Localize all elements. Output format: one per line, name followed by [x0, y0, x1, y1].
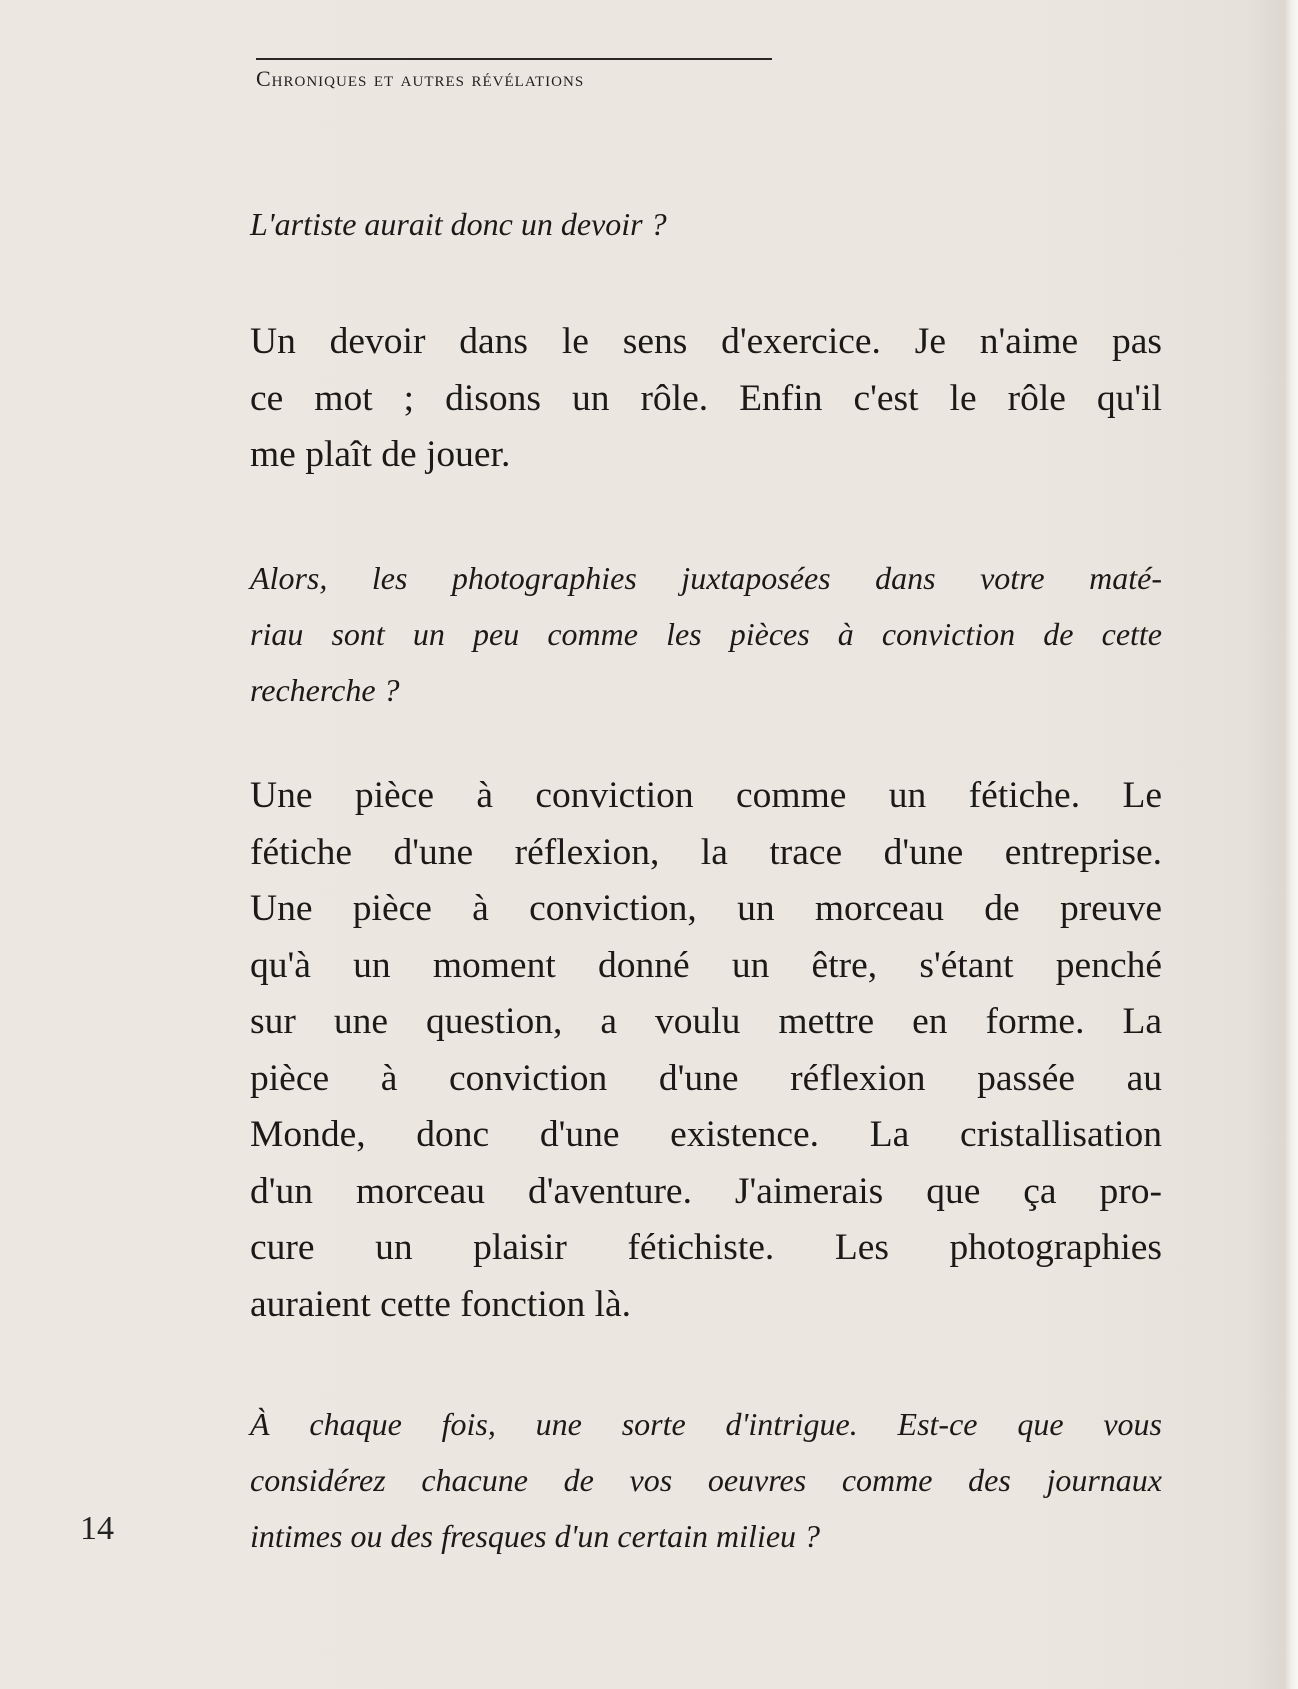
question-2 — [250, 550, 1162, 718]
question-2-line: Alors, les photographies juxtaposées dans votre maté- — [250, 560, 1162, 596]
question-3-line: À chaque fois, une sorte d'intrigue. Est-ce que vous — [250, 1406, 1162, 1442]
question-3-line: considérez chacune de vos oeuvres comme des journaux — [250, 1462, 1162, 1498]
page-edge — [1284, 0, 1298, 1689]
running-head: Chroniques et autres révélations — [256, 58, 772, 92]
answer-2-line: cure un plaisir fétichiste. Les photographies — [250, 1227, 1162, 1268]
answer-2-line: Une pièce à conviction, un morceau de preuve — [250, 888, 1162, 929]
answer-2-line: pièce à conviction d'une réflexion passée au — [250, 1057, 1162, 1099]
answer-1 — [250, 314, 1162, 484]
question-2-line: riau sont un peu comme les pièces à conviction de cette — [250, 616, 1162, 652]
answer-1-line: Un devoir dans le sens d'exercice. Je n'aime pas — [250, 321, 1162, 362]
page-number: 14 — [80, 1510, 114, 1547]
answer-2 — [250, 768, 1162, 1333]
answer-2-line: Monde, donc d'une existence. La cristallisation — [250, 1114, 1162, 1155]
question-3 — [250, 1396, 1162, 1564]
answer-2-line: Une pièce à conviction comme un fétiche. Le — [250, 775, 1162, 816]
question-2-line: recherche ? — [250, 672, 400, 708]
answer-1-line: ce mot ; disons un rôle. Enfin c'est le rôle qu'il — [250, 377, 1162, 419]
question-1 — [250, 196, 1162, 252]
answer-2-line: sur une question, a voulu mettre en forme. La — [250, 1001, 1162, 1042]
answer-2-line: d'un morceau d'aventure. J'aimerais que ça pro- — [250, 1170, 1162, 1212]
answer-2-line: fétiche d'une réflexion, la trace d'une entreprise. — [250, 831, 1162, 873]
question-1-line: L'artiste aurait donc un devoir ? — [250, 206, 667, 242]
answer-1-line: me plaît de jouer. — [250, 434, 511, 475]
answer-2-line: qu'à un moment donné un être, s'étant penché — [250, 944, 1162, 986]
question-3-line: intimes ou des fresques d'un certain milieu ? — [250, 1518, 821, 1554]
answer-2-line: auraient cette fonction là. — [250, 1283, 632, 1325]
